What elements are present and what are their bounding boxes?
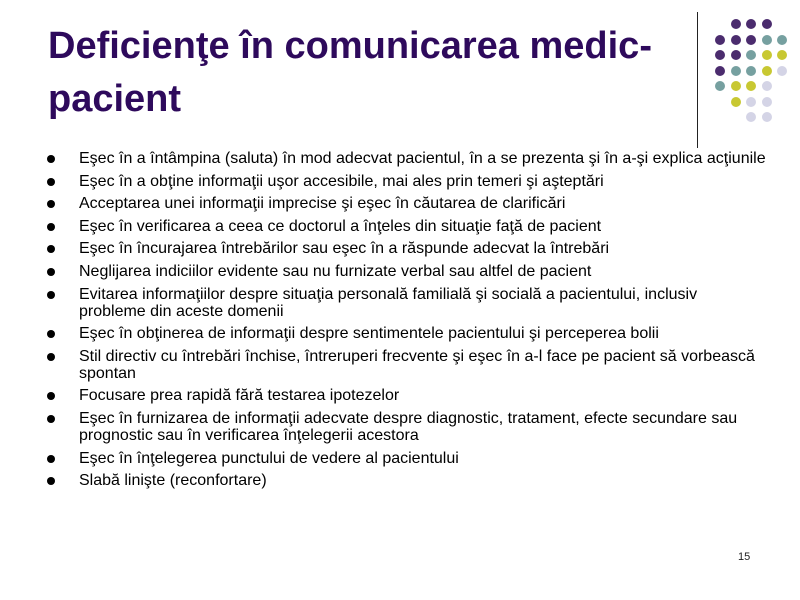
decorative-dot xyxy=(746,19,756,29)
decorative-dot xyxy=(715,35,725,45)
decorative-dot xyxy=(777,35,787,45)
decorative-dot xyxy=(746,112,756,122)
decorative-dot xyxy=(762,97,772,107)
list-item-text: Eşec în a întâmpina (saluta) în mod adecvat pacientul, în a se prezenta şi în a-şi explica acţiunile xyxy=(79,150,766,167)
bullet-list xyxy=(46,150,766,495)
bullet-dot-icon xyxy=(47,477,55,485)
list-item-text: Eşec în furnizarea de informaţii adecvate despre diagnostic, tratament, efecte secundare sau prognostic sau în verificarea înţelegerii acestora xyxy=(79,409,738,444)
decorative-dot xyxy=(746,66,756,76)
bullet-dot-icon xyxy=(47,291,55,299)
decorative-dot xyxy=(715,81,725,91)
decorative-dot-grid xyxy=(0,0,800,160)
list-item-text: Stil directiv cu întrebări închise, întreruperi frecvente şi eşec în a-l face pe pacient să vorbească spontan xyxy=(79,347,755,382)
decorative-dot xyxy=(731,81,741,91)
list-item-text: Eşec în verificarea a ceea ce doctorul a înţeles din situaţie faţă de pacient xyxy=(79,217,602,235)
list-item xyxy=(46,263,766,280)
list-item xyxy=(46,218,766,235)
slide-title: Deficienţe în comunicarea medic-pacient xyxy=(48,25,652,120)
list-item-text: Evitarea informaţiilor despre situaţia personală familială şi socială a pacientului, inclusiv probleme din aceste domenii xyxy=(79,285,698,320)
decorative-dot xyxy=(762,50,772,60)
bullet-dot-icon xyxy=(47,455,55,463)
decorative-dot xyxy=(777,66,787,76)
list-item-text: Eşec în încurajarea întrebărilor sau eşec în a răspunde adecvat la întrebări xyxy=(79,240,610,258)
bullet-dot-icon xyxy=(47,200,55,208)
decorative-dot xyxy=(731,50,741,60)
decorative-dot xyxy=(731,66,741,76)
list-item xyxy=(46,387,766,404)
bullet-dot-icon xyxy=(47,155,55,163)
decorative-dot xyxy=(731,97,741,107)
page-number: 15 xyxy=(738,551,751,563)
decorative-dot xyxy=(731,19,741,29)
decorative-dot xyxy=(746,35,756,45)
decorative-dot xyxy=(762,35,772,45)
list-item xyxy=(46,240,766,257)
bullet-dot-icon xyxy=(47,415,55,423)
decorative-dot xyxy=(762,112,772,122)
decorative-dot xyxy=(746,50,756,60)
bullet-dot-icon xyxy=(47,353,55,361)
list-item-text: Eşec în obţinerea de informaţii despre sentimentele pacientului şi perceperea bolii xyxy=(79,325,659,343)
list-item-text: Acceptarea unei informaţii imprecise şi eşec în căutarea de clarificări xyxy=(79,195,566,213)
list-item xyxy=(46,472,766,489)
list-item xyxy=(46,286,766,320)
list-item xyxy=(46,410,766,444)
list-item-text: Focusare prea rapidă fără testarea ipotezelor xyxy=(79,387,400,405)
list-item xyxy=(46,450,766,467)
decorative-dot xyxy=(731,35,741,45)
decorative-dot xyxy=(762,81,772,91)
bullet-dot-icon xyxy=(47,178,55,186)
decorative-dot xyxy=(746,81,756,91)
list-item-text: Eşec în înţelegerea punctului de vedere al pacientului xyxy=(79,449,459,467)
bullet-dot-icon xyxy=(47,330,55,338)
list-item xyxy=(46,348,766,382)
decorative-dot xyxy=(762,66,772,76)
list-item-text: Slabă linişte (reconfortare) xyxy=(79,472,267,490)
list-item xyxy=(46,150,766,167)
bullet-dot-icon xyxy=(47,223,55,231)
decorative-dot xyxy=(715,66,725,76)
list-item xyxy=(46,195,766,212)
decorative-dot xyxy=(746,97,756,107)
bullet-dot-icon xyxy=(47,268,55,276)
list-item xyxy=(46,325,766,342)
list-item-text: Neglijarea indiciilor evidente sau nu furnizate verbal sau altfel de pacient xyxy=(79,262,592,280)
decorative-dot xyxy=(715,50,725,60)
list-item-text: Eşec în a obţine informaţii uşor accesibile, mai ales prin temeri şi aşteptări xyxy=(79,172,604,190)
list-item xyxy=(46,173,766,190)
bullet-dot-icon xyxy=(47,392,55,400)
decorative-dot xyxy=(777,50,787,60)
decorative-dot xyxy=(762,19,772,29)
bullet-dot-icon xyxy=(47,245,55,253)
